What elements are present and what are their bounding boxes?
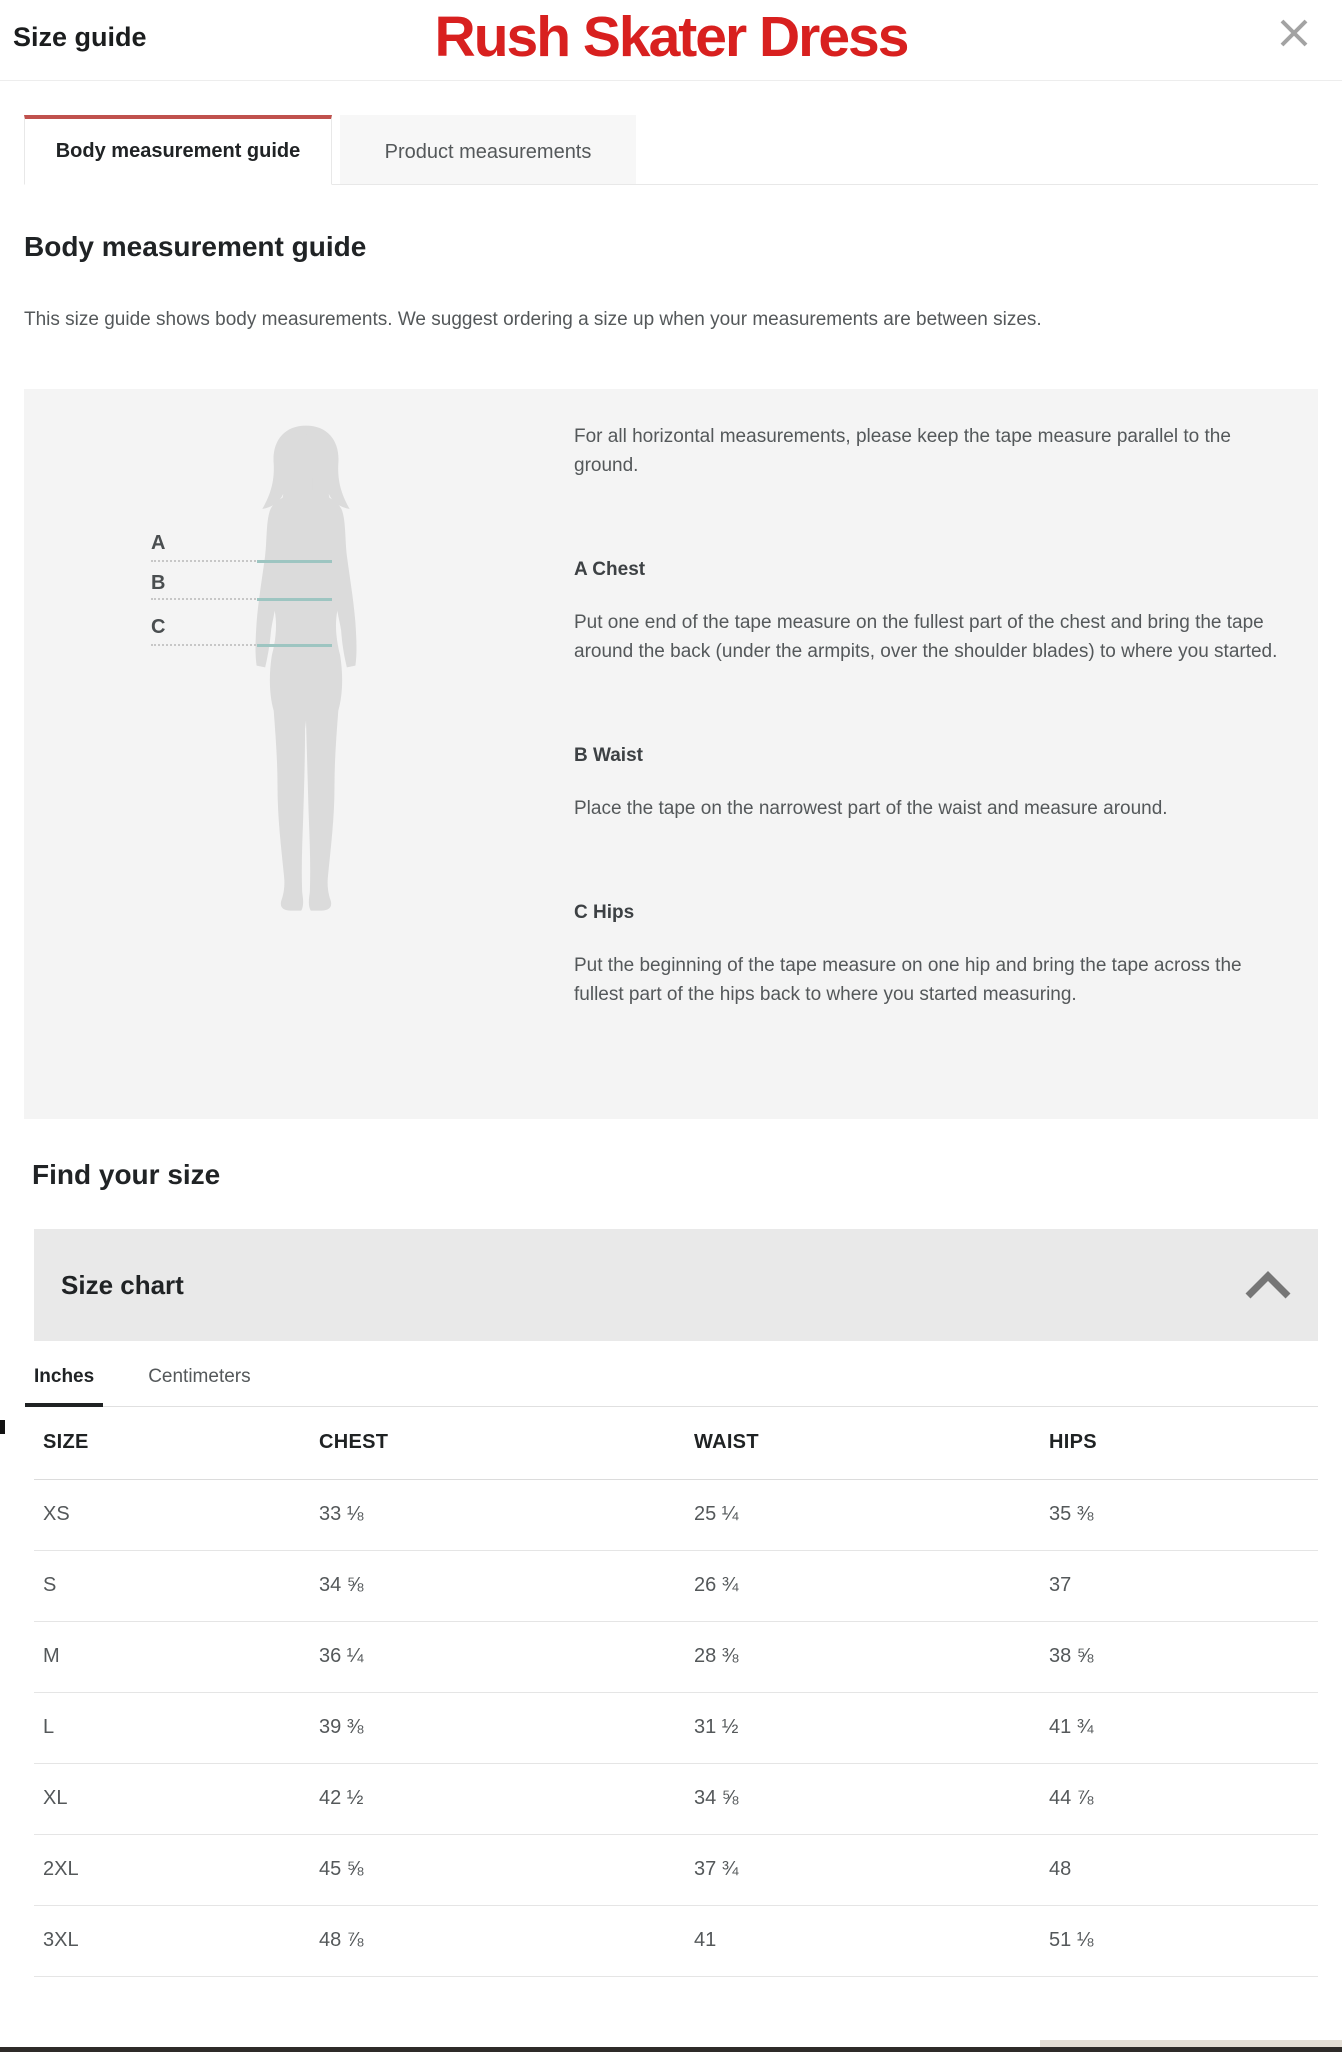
cell-hips: 44 ⅞ xyxy=(1040,1763,1318,1834)
tab-inches[interactable]: Inches xyxy=(25,1351,103,1407)
close-icon xyxy=(1274,41,1314,56)
modal-title: Size guide xyxy=(13,22,147,52)
chest-section-title: A Chest xyxy=(574,559,646,580)
cell-size: L xyxy=(34,1692,310,1763)
cell-hips: 35 ⅜ xyxy=(1040,1479,1318,1550)
cell-chest: 34 ⅝ xyxy=(310,1550,685,1621)
cell-waist: 25 ¼ xyxy=(685,1479,1040,1550)
table-row xyxy=(34,1905,1318,1976)
body-guide-heading: Body measurement guide xyxy=(24,231,367,262)
col-header-chest: CHEST xyxy=(310,1407,685,1479)
figure-label-a: A xyxy=(151,532,166,554)
cell-size: S xyxy=(34,1550,310,1621)
cell-hips: 37 xyxy=(1040,1550,1318,1621)
cell-chest: 36 ¼ xyxy=(310,1621,685,1692)
cell-size: XS xyxy=(34,1479,310,1550)
measurement-panel xyxy=(24,389,1318,1119)
scroll-indicator-tick xyxy=(0,1420,5,1434)
cell-waist: 37 ¾ xyxy=(685,1834,1040,1905)
guide-tabs xyxy=(24,115,1318,185)
table-row xyxy=(34,1479,1318,1550)
col-header-size: SIZE xyxy=(34,1407,310,1479)
body-silhouette-image xyxy=(211,419,401,924)
cell-chest: 42 ½ xyxy=(310,1763,685,1834)
cell-hips: 38 ⅝ xyxy=(1040,1621,1318,1692)
table-header-row xyxy=(34,1407,1318,1479)
table-row xyxy=(34,1763,1318,1834)
size-chart-title: Size chart xyxy=(61,1269,184,1300)
cell-hips: 48 xyxy=(1040,1834,1318,1905)
waist-section-title: B Waist xyxy=(574,745,643,766)
cell-chest: 39 ⅜ xyxy=(310,1692,685,1763)
collapse-button[interactable] xyxy=(1242,1268,1294,1302)
chest-measure-line xyxy=(151,560,332,562)
chevron-up-icon xyxy=(1242,1290,1294,1305)
col-header-hips: HIPS xyxy=(1040,1407,1318,1479)
tab-product-measurements[interactable]: Product measurements xyxy=(340,115,636,185)
hips-section-title: C Hips xyxy=(574,902,635,923)
figure-label-c: C xyxy=(151,616,166,638)
cell-hips: 51 ⅛ xyxy=(1040,1905,1318,1976)
cell-waist: 31 ½ xyxy=(685,1692,1040,1763)
measurement-instructions xyxy=(574,422,1278,1009)
bottom-scrollbar-track xyxy=(1040,2040,1342,2047)
cell-waist: 34 ⅝ xyxy=(685,1763,1040,1834)
table-row xyxy=(34,1550,1318,1621)
modal-header xyxy=(0,0,1342,81)
close-button[interactable] xyxy=(1274,13,1314,53)
size-chart-accordion-header[interactable] xyxy=(34,1229,1318,1341)
body-guide-description: This size guide shows body measurements. We suggest ordering a size up when your measurements are between sizes. xyxy=(24,309,1042,330)
hips-section-text: Put the beginning of the tape measure on one hip and bring the tape across the fullest part of the hips back to where you started measuring. xyxy=(574,955,1242,1005)
cell-size: 2XL xyxy=(34,1834,310,1905)
find-your-size-heading: Find your size xyxy=(32,1159,221,1190)
figure-label-b: B xyxy=(151,572,166,594)
cell-chest: 48 ⅞ xyxy=(310,1905,685,1976)
cell-waist: 41 xyxy=(685,1905,1040,1976)
table-row xyxy=(34,1621,1318,1692)
cell-chest: 45 ⅝ xyxy=(310,1834,685,1905)
cell-size: M xyxy=(34,1621,310,1692)
instructions-intro: For all horizontal measurements, please keep the tape measure parallel to the ground. xyxy=(574,426,1231,476)
unit-tabs xyxy=(25,1351,1318,1407)
waist-section-text: Place the tape on the narrowest part of the waist and measure around. xyxy=(574,798,1168,819)
cell-size: XL xyxy=(34,1763,310,1834)
col-header-waist: WAIST xyxy=(685,1407,1040,1479)
bottom-border-bar xyxy=(0,2047,1342,2052)
chest-section-text: Put one end of the tape measure on the fullest part of the chest and bring the tape around the back (under the armpits, over the shoulder blades) to where you started. xyxy=(574,612,1278,662)
size-chart-table xyxy=(34,1407,1318,1977)
cell-waist: 28 ⅜ xyxy=(685,1621,1040,1692)
table-row xyxy=(34,1692,1318,1763)
waist-measure-line xyxy=(151,598,332,600)
table-row xyxy=(34,1834,1318,1905)
cell-waist: 26 ¾ xyxy=(685,1550,1040,1621)
cell-chest: 33 ⅛ xyxy=(310,1479,685,1550)
tab-centimeters[interactable]: Centimeters xyxy=(139,1351,259,1407)
hips-measure-line xyxy=(151,644,332,646)
product-title: Rush Skater Dress xyxy=(434,5,908,69)
cell-hips: 41 ¾ xyxy=(1040,1692,1318,1763)
cell-size: 3XL xyxy=(34,1905,310,1976)
tab-body-measurement-guide[interactable]: Body measurement guide xyxy=(24,115,332,185)
